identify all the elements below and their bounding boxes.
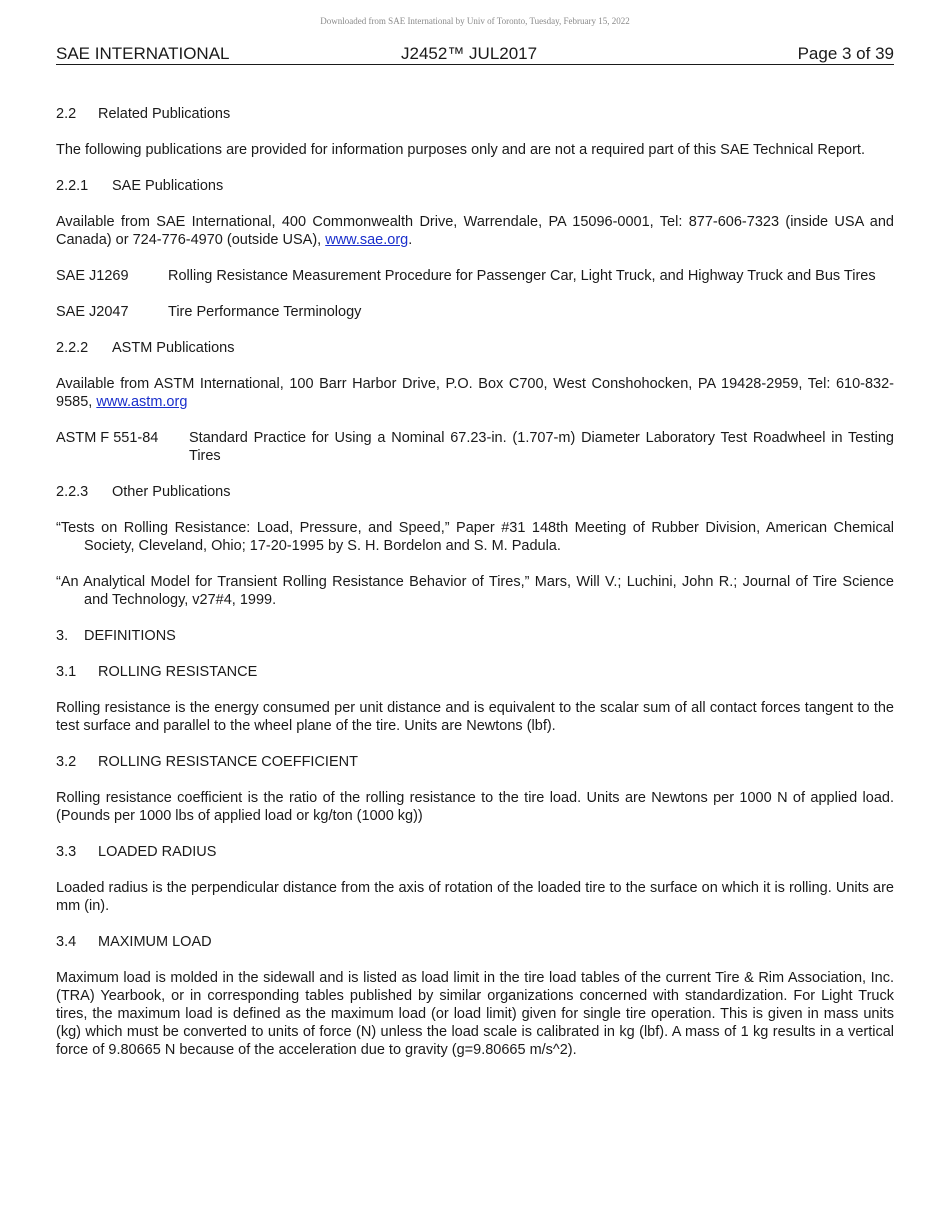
section-heading-2-2	[56, 105, 894, 123]
sae-website-link[interactable]: www.sae.org	[325, 232, 409, 248]
section-number: 2.2	[56, 106, 77, 122]
paragraph	[56, 375, 894, 411]
header-org: SAE INTERNATIONAL	[56, 44, 230, 63]
section-heading-3-1	[56, 663, 894, 681]
section-title: SAE Publications	[112, 178, 224, 194]
reference-title: Tire Performance Terminology	[168, 304, 362, 320]
section-number: 3.2	[56, 754, 77, 770]
header-page-number: Page 3 of 39	[797, 44, 894, 63]
reference-entry	[56, 267, 894, 285]
reference-code: SAE J1269	[56, 268, 129, 284]
section-heading-3-4	[56, 933, 894, 951]
reference-title: Rolling Resistance Measurement Procedure for Passenger Car, Light Truck, and Highway Truck and Bus Tires	[168, 268, 876, 284]
punctuation: .	[408, 232, 413, 248]
reference-title: Standard Practice for Using a Nominal 67.23-in. (1.707-m) Diameter Laboratory Test Roadwheel in Testing Tires	[189, 430, 894, 464]
section-heading-2-2-1	[56, 177, 894, 195]
paragraph	[56, 213, 894, 249]
section-heading-2-2-2	[56, 339, 894, 357]
section-number: 3.1	[56, 664, 77, 680]
section-title: ASTM Publications	[112, 340, 235, 356]
citation-item: “An Analytical Model for Transient Rolling Resistance Behavior of Tires,” Mars, Will V.; Luchini, John R.; Journal of Tire Science and Technology, v27#4, 1999.	[56, 574, 894, 608]
section-heading-3	[56, 627, 894, 645]
section-title: Related Publications	[98, 106, 231, 122]
paragraph: Rolling resistance is the energy consumed per unit distance and is equivalent to the scalar sum of all contact forces tangent to the test surface and parallel to the wheel plane of the tire. Units are Newtons (lbf).	[56, 700, 894, 734]
section-heading-3-3	[56, 843, 894, 861]
section-title: MAXIMUM LOAD	[98, 934, 212, 950]
reference-code: ASTM F 551-84	[56, 430, 159, 446]
reference-entry	[56, 303, 894, 321]
astm-website-link[interactable]: www.astm.org	[96, 394, 188, 410]
section-number: 2.2.1	[56, 178, 89, 194]
header-doc-id: J2452™ JUL2017	[401, 44, 538, 63]
section-number: 2.2.3	[56, 484, 89, 500]
section-title: Other Publications	[112, 484, 231, 500]
section-heading-2-2-3	[56, 483, 894, 501]
download-watermark: Downloaded from SAE International by Univ of Toronto, Tuesday, February 15, 2022	[320, 16, 630, 26]
citation-item: “Tests on Rolling Resistance: Load, Pressure, and Speed,” Paper #31 148th Meeting of Rubber Division, American Chemical Society, Cleveland, Ohio; 17-20-1995 by S. H. Bordelon and S. M. Padula.	[56, 520, 894, 554]
reference-code: SAE J2047	[56, 304, 129, 320]
section-title: LOADED RADIUS	[98, 844, 217, 860]
section-number: 3.	[56, 628, 69, 644]
section-title: ROLLING RESISTANCE COEFFICIENT	[98, 754, 358, 770]
paragraph-text: Available from SAE International, 400 Commonwealth Drive, Warrendale, PA 15096-0001, Tel: 877-606-7323 (inside USA and Canada) or 724-776-4970 (outside USA),	[56, 214, 894, 248]
section-number: 2.2.2	[56, 340, 89, 356]
paragraph-text: Available from ASTM International, 100 Barr Harbor Drive, P.O. Box C700, West Conshohocken, PA 19428-2959, Tel: 610-832-9585,	[56, 376, 894, 410]
section-number: 3.4	[56, 934, 77, 950]
paragraph: The following publications are provided for information purposes only and are not a required part of this SAE Technical Report.	[56, 142, 865, 158]
paragraph: Maximum load is molded in the sidewall and is listed as load limit in the tire load tables of the current Tire & Rim Association, Inc. (TRA) Yearbook, or in corresponding tables published by similar organizations concerned with standardization. For Light Truck tires, the maximum load is defined as the maximum load (or load limit) given for single tire operation. This is given in mass units (kg) which must be converted to units of force (N) unless the load scale is calibrated in kg (lbf). A mass of 1 kg results in a vertical force of 9.80665 N because of the acceleration due to gravity (g=9.80665 m/s^2).	[56, 970, 894, 1058]
paragraph: Rolling resistance coefficient is the ratio of the rolling resistance to the tire load. Units are Newtons per 1000 N of applied load. (Pounds per 1000 lbs of applied load or kg/ton (1000 kg))	[56, 790, 894, 824]
section-title: DEFINITIONS	[84, 628, 176, 644]
paragraph: Loaded radius is the perpendicular distance from the axis of rotation of the loaded tire to the surface on which it is rolling. Units are mm (in).	[56, 880, 894, 914]
page-header	[56, 44, 894, 65]
section-number: 3.3	[56, 844, 77, 860]
document-body	[56, 105, 894, 1077]
section-title: ROLLING RESISTANCE	[98, 664, 258, 680]
reference-entry	[56, 429, 894, 465]
section-heading-3-2	[56, 753, 894, 771]
